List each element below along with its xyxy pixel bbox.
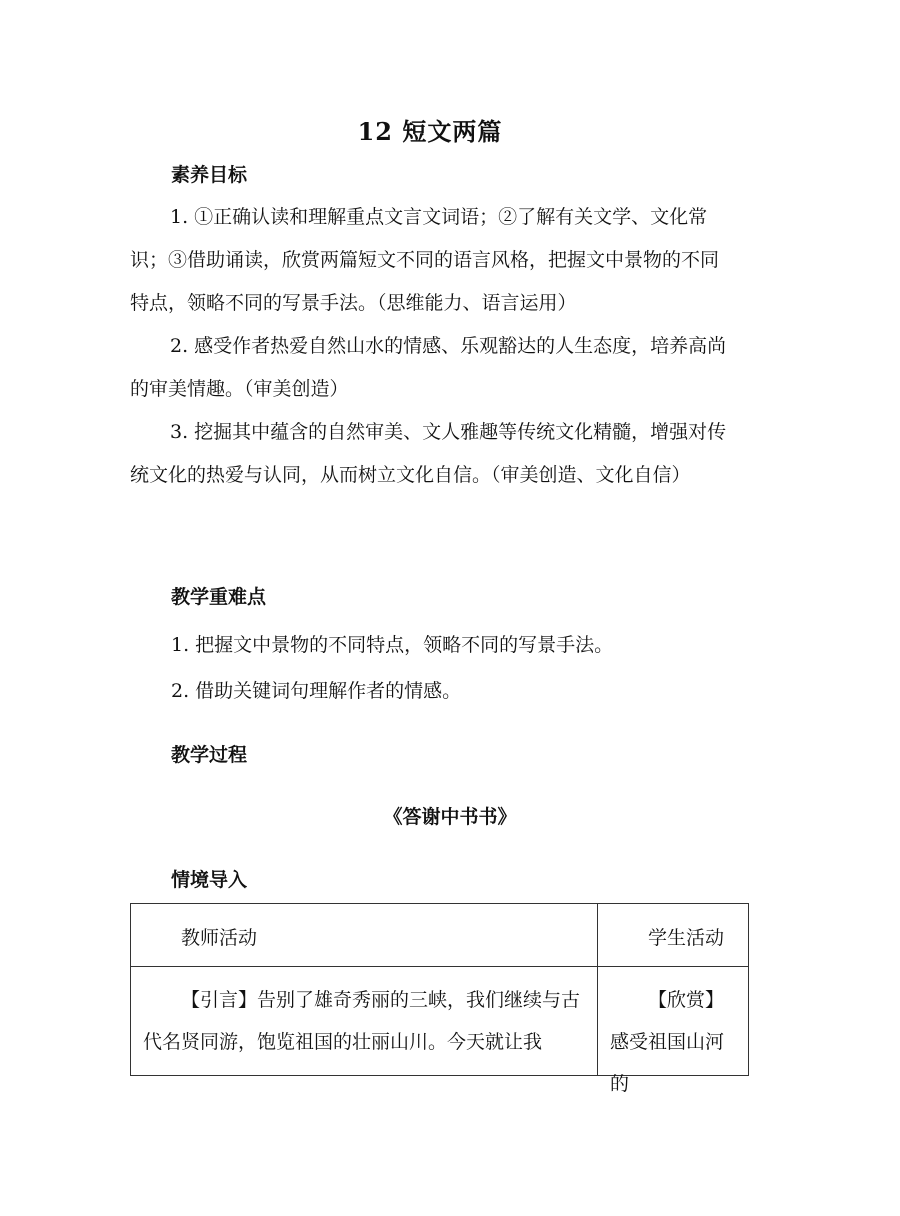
goal-item-1-text: 1. ①正确认读和理解重点文言文词语；②了解有关文学、文化常识；③借助诵读，欣赏两篇短文不同的语言风格，把握文中景物的不同特点，领略不同的写景手法。（思维能力、语言运用） (130, 206, 720, 314)
table-header-row (131, 904, 749, 967)
goal-item-3 (130, 411, 730, 497)
teacher-activity-text: 【引言】告别了雄奇秀丽的三峡，我们继续与古代名贤同游，饱览祖国的壮丽山川。今天就让我 (143, 989, 581, 1053)
student-activity-text: 【欣赏】感受祖国山河的 (610, 989, 725, 1095)
goal-item-1 (130, 196, 730, 325)
text-title: 《答谢中书书》 (383, 806, 517, 828)
section-heading-process: 教学过程 (171, 744, 248, 766)
section-heading-goals: 素养目标 (171, 164, 248, 186)
table-cell (598, 967, 749, 1095)
teacher-activity-header: 教师活动 (181, 927, 258, 949)
key-point-2: 2. 借助关键词句理解作者的情感。 (171, 680, 462, 702)
section-heading-key-points: 教学重难点 (171, 586, 267, 608)
goal-item-3-text: 3. 挖掘其中蕴含的自然审美、文人雅趣等传统文化精髓，增强对传统文化的热爱与认同，从而树立文化自信。（审美创造、文化自信） (130, 421, 727, 486)
section-heading-intro: 情境导入 (171, 869, 248, 891)
table-cell (131, 967, 598, 1076)
table-header-cell (598, 904, 749, 967)
key-point-1: 1. 把握文中景物的不同特点，领略不同的写景手法。 (171, 634, 614, 656)
activity-table (130, 903, 749, 1095)
page-title: 12 短文两篇 (357, 117, 503, 146)
table-header-cell (131, 904, 598, 967)
table-row (131, 967, 749, 1076)
goal-item-2 (130, 325, 730, 411)
goal-item-2-text: 2. 感受作者热爱自然山水的情感、乐观豁达的人生态度，培养高尚的审美情趣。（审美创造） (130, 335, 727, 400)
student-activity-header: 学生活动 (648, 927, 725, 949)
